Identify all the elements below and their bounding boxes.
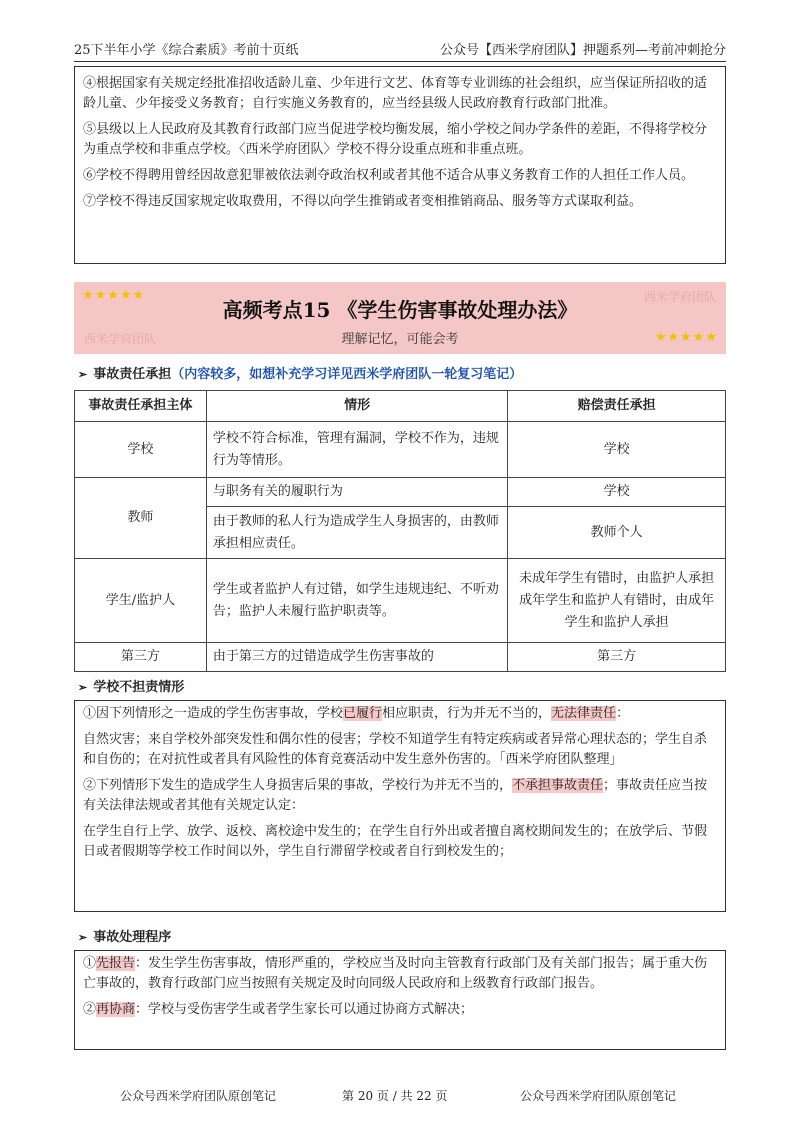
section-liability — [78, 363, 522, 382]
section-no-liability-title: 学校不担责情形 — [93, 680, 185, 695]
no-liability-p4: 在学生自行上学、放学、返校、离校途中发生的；在学生自行外出或者擅自离校期间发生的；在放学后、节假日或者假期等学校工作时间以外，学生自行滞留学校或者自行到校发生的； — [83, 824, 708, 859]
table-header-row — [75, 391, 726, 422]
text: ： — [616, 706, 630, 721]
no-liability-p3 — [75, 773, 725, 819]
table-header: 赔偿责任承担 — [508, 391, 726, 422]
table-cell: 由于第三方的过错造成学生伤害事故的 — [206, 643, 508, 672]
text: ① — [83, 956, 97, 971]
highlight: 已履行 — [343, 706, 383, 721]
header-right: 公众号【西米学府团队】押题系列—考前冲刺抢分 — [439, 43, 726, 58]
table-cell: 第三方 — [75, 643, 207, 672]
highlight: 无法律责任 — [551, 706, 617, 721]
procedure-box — [74, 950, 726, 1050]
stars-right: ★★★★★ — [654, 330, 718, 345]
highlight: 再协商 — [96, 1002, 136, 1017]
topic-title: 高频考点15 《学生伤害事故处理办法》 — [222, 298, 578, 322]
table-cell: 未成年学生有错时，由监护人承担成年学生和监护人有错时，由成年学生和监护人承担 — [508, 559, 726, 643]
procedure-p1 — [75, 951, 725, 997]
page-number: 第 20 页 / 共 22 页 — [342, 1089, 448, 1103]
text: 相应职责，行为并无不当的， — [382, 706, 552, 721]
table-cell: 学校不符合标准，管理有漏洞，学校不作为，违规行为等情形。 — [206, 422, 508, 478]
clause-6: ⑥学校不得聘用曾经因故意犯罪被依法剥夺政治权利或者其他不适合从事义务教育工作的人担任工作人员。 — [83, 168, 695, 183]
table-cell: 由于教师的私人行为造成学生人身损害的，由教师承担相应责任。 — [206, 507, 508, 559]
section-procedure-title: 事故处理程序 — [93, 930, 172, 945]
table-cell: 与职务有关的履职行为 — [206, 478, 508, 507]
table-cell: 学生或者监护人有过错，如学生违规违纪、不听劝告；监护人未履行监护职责等。 — [206, 559, 508, 643]
section-no-liability — [78, 676, 184, 695]
compulsory-education-box — [74, 66, 726, 264]
table-header: 情形 — [206, 391, 508, 422]
table-cell: 教师 — [75, 478, 207, 559]
clause-5: ⑤县级以上人民政府及其教育行政部门应当促进学校均衡发展，缩小学校之间办学条件的差距，不得将学校分为重点学校和非重点学校。〈西米学府团队〉学校不得分设重点班和非重点班。 — [83, 122, 708, 157]
text: ①因下列情形之一造成的学生伤害事故，学校 — [83, 706, 344, 721]
table-cell: 学校 — [508, 478, 726, 507]
clause-7: ⑦学校不得违反国家规定收取费用，不得以向学生推销或者变相推销商品、服务等方式谋取利益。 — [83, 194, 643, 209]
section-liability-title: 事故责任承担 — [93, 367, 172, 382]
text: ② — [83, 1002, 97, 1017]
highlight: 不承担事故责任 — [512, 778, 604, 793]
footer-left: 公众号西米学府团队原创笔记 — [120, 1089, 277, 1103]
table-cell: 学校 — [508, 422, 726, 478]
stars-left: ★★★★★ — [82, 288, 146, 303]
topic-subtitle: 理解记忆，可能会考 — [341, 332, 459, 347]
arrow-icon: ➢ — [78, 681, 88, 694]
no-liability-p2: 自然灾害；来自学校外部突发性和偶尔性的侵害；学校不知道学生有特定疾病或者异常心理状态的；学生自杀和自伤的；在对抗性或者具有风险性的体育竞赛活动中发生意外伤害的。「西米学府团队整理」 — [83, 732, 708, 767]
table-row — [75, 643, 726, 672]
section-liability-note: （内容较多，如想补充学习详见西米学府团队一轮复习笔记） — [171, 367, 523, 382]
table-row — [75, 422, 726, 478]
arrow-icon: ➢ — [78, 368, 88, 381]
table-cell: 学校 — [75, 422, 207, 478]
watermark-right: 西米学府团队 — [643, 290, 716, 304]
topic-banner — [74, 282, 726, 354]
no-liability-p1 — [75, 701, 725, 727]
table-header: 事故责任承担主体 — [75, 391, 207, 422]
section-procedure — [78, 926, 171, 945]
procedure-p2 — [75, 997, 725, 1023]
text: ②下列情形下发生的造成学生人身损害后果的事故，学校行为并无不当的， — [83, 778, 513, 793]
highlight: 先报告 — [96, 956, 136, 971]
table-row — [75, 559, 726, 643]
arrow-icon: ➢ — [78, 931, 88, 944]
table-cell: 学生/监护人 — [75, 559, 207, 643]
text: ：发生学生伤害事故，情形严重的，学校应当及时向主管教育行政部门及有关部门报告；属于重大伤亡事故的，教育行政部门应当按照有关规定及时向同级人民政府和上级教育行政部门报告。 — [83, 956, 708, 991]
table-row — [75, 478, 726, 507]
watermark-left: 西米学府团队 — [84, 332, 157, 346]
no-liability-box — [74, 700, 726, 912]
text: ；事故责任应当按有关法律法规或者其他有关规定认定： — [83, 778, 708, 813]
header-left: 25下半年小学《综合素质》考前十页纸 — [74, 43, 299, 58]
page-header — [74, 36, 726, 62]
text: ：学校与受伤害学生或者学生家长可以通过协商方式解决； — [135, 1002, 474, 1017]
table-cell: 教师个人 — [508, 507, 726, 559]
footer-right: 公众号西米学府团队原创笔记 — [520, 1089, 677, 1103]
clause-4: ④根据国家有关规定经批准招收适龄儿童、少年进行文艺、体育等专业训练的社会组织，应当保证所招收的适龄儿童、少年接受义务教育；自行实施义务教育的，应当经县级人民政府教育行政部门批准。 — [83, 76, 708, 111]
liability-table — [74, 390, 726, 672]
table-cell: 第三方 — [508, 643, 726, 672]
